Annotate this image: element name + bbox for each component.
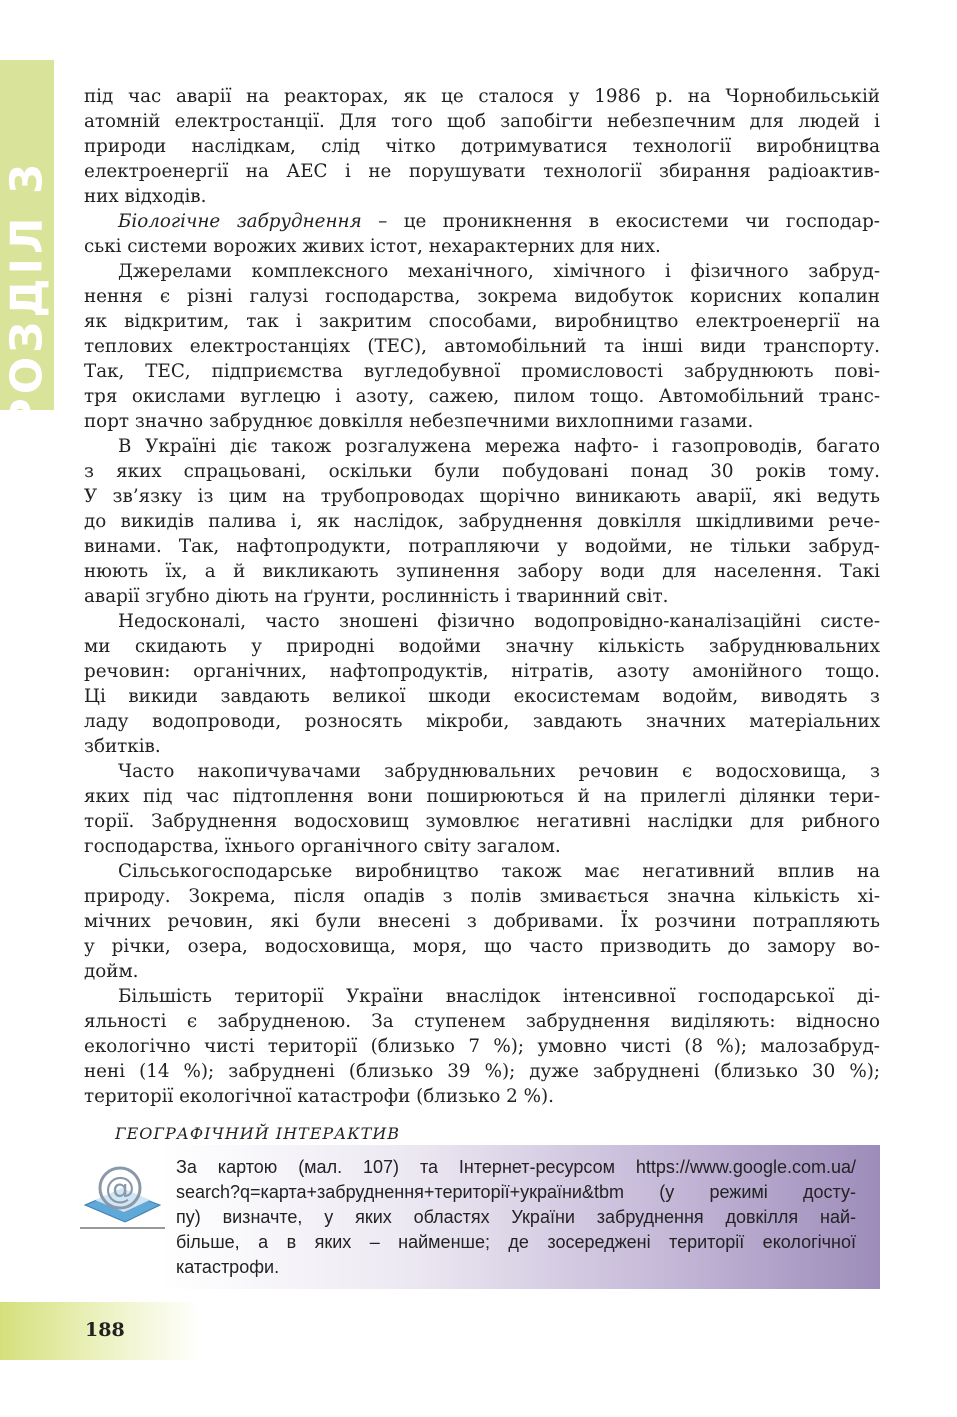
line-text: Джерелами комплексного механічного, хімічного і фізичного забруд- xyxy=(118,261,880,282)
text-line xyxy=(84,959,880,984)
line-text: За картою (мал. 107) та Інтернет-ресурсом https://www.google.com.ua/ xyxy=(176,1157,856,1177)
text-line xyxy=(84,734,880,759)
text-line xyxy=(176,1180,856,1205)
line-text: порт значно забруднює довкілля небезпечними вихлопними газами. xyxy=(84,411,754,432)
line-text: природи наслідкам, слід чітко дотримуватися технології виробництва xyxy=(84,136,880,157)
text-line xyxy=(84,309,880,334)
text-line xyxy=(84,209,880,234)
line-text: В Україні діє також розгалужена мережа нафто- і газопроводів, багато xyxy=(118,436,880,457)
text-line xyxy=(84,984,880,1009)
line-text: речовин: органічних, нафтопродуктів, нітратів, азоту амонійного тощо. xyxy=(84,661,880,682)
text-line xyxy=(176,1255,856,1280)
text-line xyxy=(84,134,880,159)
text-line xyxy=(84,684,880,709)
text-line xyxy=(84,659,880,684)
text-line xyxy=(84,234,880,259)
line-text: мічних речовин, які були внесені з добривами. Їх розчини потрапляють xyxy=(84,911,880,932)
line-text: дойм. xyxy=(84,961,139,982)
text-line xyxy=(84,184,880,209)
text-line xyxy=(84,934,880,959)
text-line xyxy=(84,609,880,634)
text-line xyxy=(176,1205,856,1230)
line-text: Сільськогосподарське виробництво також має негативний вплив на xyxy=(118,861,880,882)
line-text: збитків. xyxy=(84,736,161,757)
line-text: під час аварії на реакторах, як це сталося у 1986 р. на Чорнобильській xyxy=(84,86,880,107)
interactive-heading: ГЕОГРАФІЧНИЙ ІНТЕРАКТИВ xyxy=(115,1124,401,1143)
line-text: атомній електростанції. Для того щоб запобігти небезпечним для людей і xyxy=(84,111,880,132)
line-text: ладу водопроводи, розносять мікроби, завдають значних матеріальних xyxy=(84,711,880,732)
section-sidebar xyxy=(0,60,54,431)
line-text: Ці викиди завдають великої шкоди екосистемам водойм, виводять з xyxy=(84,686,880,707)
text-line xyxy=(84,509,880,534)
text-line xyxy=(176,1230,856,1255)
line-text: екологічно чисті території (близько 7 %); умовно чисті (8 %); малозабруд- xyxy=(84,1036,880,1057)
line-text: нюють їх, а й викликають зупинення забору води для населення. Такі xyxy=(84,561,880,582)
text-line xyxy=(84,384,880,409)
line-text: нення є різні галузі господарства, зокрема видобуток корисних копалин xyxy=(84,286,880,307)
line-text: Більшість території України внаслідок інтенсивної господарської ді- xyxy=(118,986,880,1007)
text-line xyxy=(84,284,880,309)
body-text xyxy=(84,84,880,1109)
line-text: У зв’язку із цим на трубопроводах щорічно виникають аварії, які ведуть xyxy=(84,486,880,507)
text-line xyxy=(84,834,880,859)
line-text: до викидів палива і, як наслідок, забруднення довкілля шкідливими рече- xyxy=(84,511,880,532)
line-text: з яких спрацьовані, оскільки були побудовані понад 30 років тому. xyxy=(84,461,880,482)
line-text: Так, ТЕС, підприємства вугледобувної промисловості забруднюють пові- xyxy=(84,361,880,382)
text-line xyxy=(84,784,880,809)
line-text: електроенергії на АЕС і не порушувати технології збирання радіоактив- xyxy=(84,161,880,182)
line-text: у річки, озера, водосховища, моря, що часто призводить до замору во- xyxy=(84,936,880,957)
text-line xyxy=(84,859,880,884)
line-text: – це проникнення в екосистеми чи господар- xyxy=(361,211,880,232)
text-line xyxy=(84,434,880,459)
line-text: них відходів. xyxy=(84,186,207,207)
line-text: Недосконалі, часто зношені фізично водопровідно-каналізаційні систе- xyxy=(118,611,880,632)
line-text: search?q=карта+забруднення+території+україни&tbm (у режимі досту- xyxy=(176,1182,856,1202)
text-line xyxy=(84,809,880,834)
text-line xyxy=(84,259,880,284)
line-text: природу. Зокрема, після опадів з полів змивається значна кількість хі- xyxy=(84,886,880,907)
text-line xyxy=(84,884,880,909)
line-text: ські системи ворожих живих істот, нехарактерних для них. xyxy=(84,236,661,257)
text-line xyxy=(84,359,880,384)
italic-term: Біологічне забруднення xyxy=(118,211,362,232)
page-number: 188 xyxy=(85,1319,125,1341)
text-line xyxy=(84,534,880,559)
line-text: ми скидають у природні водойми значну кількість забруднювальних xyxy=(84,636,880,657)
line-text: нені (14 %); забруднені (близько 39 %); дуже забруднені (близько 30 %); xyxy=(84,1061,880,1082)
text-line xyxy=(84,1059,880,1084)
text-line xyxy=(84,1084,880,1109)
line-text: яльності є забрудненою. За ступенем забруднення виділяють: відносно xyxy=(84,1011,880,1032)
interactive-text xyxy=(176,1155,856,1280)
line-text: аварії згубно діють на ґрунти, рослинність і тваринний світ. xyxy=(84,586,669,607)
text-line xyxy=(84,759,880,784)
text-line xyxy=(176,1155,856,1180)
text-line xyxy=(84,584,880,609)
line-text: господарства, їхнього органічного світу загалом. xyxy=(84,836,561,857)
text-line xyxy=(84,1009,880,1034)
line-text: винами. Так, нафтопродукти, потрапляючи у водойми, не тільки забруд- xyxy=(84,536,880,557)
text-line xyxy=(84,109,880,134)
line-text: території екологічної катастрофи (близько 2 %). xyxy=(84,1086,554,1107)
text-line xyxy=(84,409,880,434)
text-line xyxy=(84,634,880,659)
line-text: тря окислами вуглецю і азоту, сажею, пилом тощо. Автомобільний транс- xyxy=(84,386,880,407)
text-line xyxy=(84,334,880,359)
line-text: Часто накопичувачами забруднювальних речовин є водосховища, з xyxy=(118,761,880,782)
line-text: катастрофи. xyxy=(176,1257,280,1277)
interactive-box xyxy=(160,1145,880,1289)
line-text: більше, а в яких – найменше; де зосереджені території екологічної xyxy=(176,1232,856,1252)
line-text: теплових електростанціях (ТЕС), автомобільний та інші види транспорту. xyxy=(84,336,880,357)
at-sign-icon xyxy=(80,1160,165,1230)
line-text: торії. Забруднення водосховищ зумовлює негативні наслідки для рибного xyxy=(84,811,880,832)
text-line xyxy=(84,159,880,184)
svg-text:@: @ xyxy=(105,1171,135,1206)
section-label: РОЗДІЛ 3 xyxy=(1,159,53,431)
text-line xyxy=(84,559,880,584)
line-text: яких під час підтоплення вони поширюються й на прилеглі ділянки тери- xyxy=(84,786,880,807)
text-line xyxy=(84,909,880,934)
text-line xyxy=(84,709,880,734)
text-line xyxy=(84,84,880,109)
line-text: пу) визначте, у яких областях України забруднення довкілля най- xyxy=(176,1207,856,1227)
text-line xyxy=(84,459,880,484)
line-text: як відкритим, так і закритим способами, виробництво електроенергії на xyxy=(84,311,880,332)
text-line xyxy=(84,484,880,509)
text-line xyxy=(84,1034,880,1059)
